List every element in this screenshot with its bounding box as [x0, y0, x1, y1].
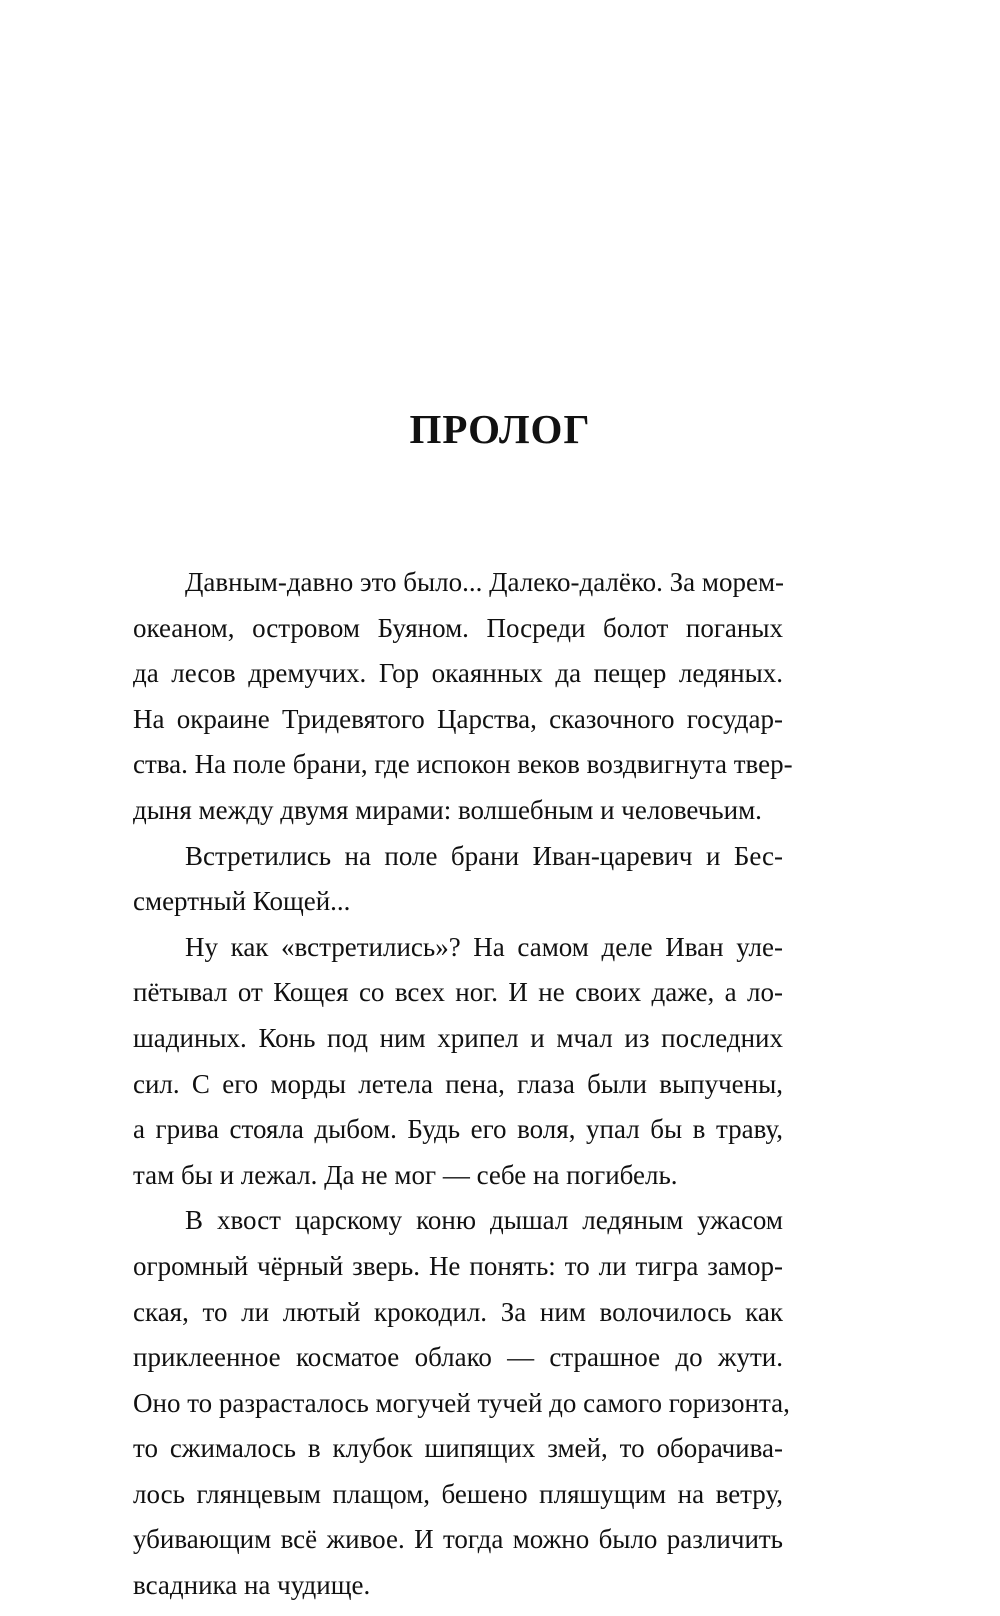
paragraph: [133, 834, 783, 925]
text-line: Встретились на поле брани Иван-царевич и Бес-: [185, 840, 783, 871]
text-line: всадника на чудище.: [133, 1570, 371, 1601]
text-line: да лесов дремучих. Гор окаянных да пещер ледяных.: [133, 658, 783, 689]
text-line: огромный чёрный зверь. Не понять: то ли тигра замор-: [133, 1250, 783, 1281]
text-line: приклеенное косматое облако — страшное до жути.: [133, 1342, 783, 1373]
paragraph: [133, 1198, 790, 1608]
text-line: смертный Кощей...: [133, 886, 351, 917]
text-line: шадиных. Конь под ним хрипел и мчал из последних: [133, 1022, 783, 1053]
text-line: а грива стояла дыбом. Будь его воля, упал бы в траву,: [133, 1114, 783, 1145]
chapter-title: ПРОЛОГ: [409, 406, 591, 452]
text-line: лось глянцевым плащом, бешено пляшущим на ветру,: [133, 1478, 783, 1509]
text-line: то сжималось в клубок шипящих змей, то оборачива-: [133, 1433, 783, 1464]
paragraph: [133, 560, 793, 834]
text-line: В хвост царскому коню дышал ледяным ужасом: [185, 1205, 783, 1236]
body-text: [133, 560, 793, 1609]
text-line: ская, то ли лютый крокодил. За ним волочилось как: [133, 1296, 783, 1327]
text-line: сил. С его морды летела пена, глаза были выпучены,: [133, 1068, 783, 1099]
text-line: Давным-давно это было... Далеко-далёко. За морем-: [185, 567, 785, 597]
text-line: дыня между двумя мирами: волшебным и человечьим.: [133, 794, 762, 825]
text-line: убивающим всё живое. И тогда можно было различить: [133, 1524, 783, 1555]
text-line: там бы и лежал. Да не мог — себе на погибель.: [133, 1159, 678, 1190]
text-line: Ну как «встретились»? На самом деле Иван уле-: [185, 931, 783, 962]
text-line: океаном, островом Буяном. Посреди болот поганых: [133, 612, 783, 643]
text-line: Оно то разрасталось могучей тучей до самого горизонта,: [133, 1387, 790, 1418]
text-line: ства. На поле брани, где испокон веков воздвигнута твер-: [133, 749, 793, 780]
text-line: пётывал от Кощея со всех ног. И не своих даже, а ло-: [133, 977, 783, 1008]
text-line: На окраине Тридевятого Царства, сказочного государ-: [133, 703, 783, 734]
paragraph: [133, 925, 783, 1199]
